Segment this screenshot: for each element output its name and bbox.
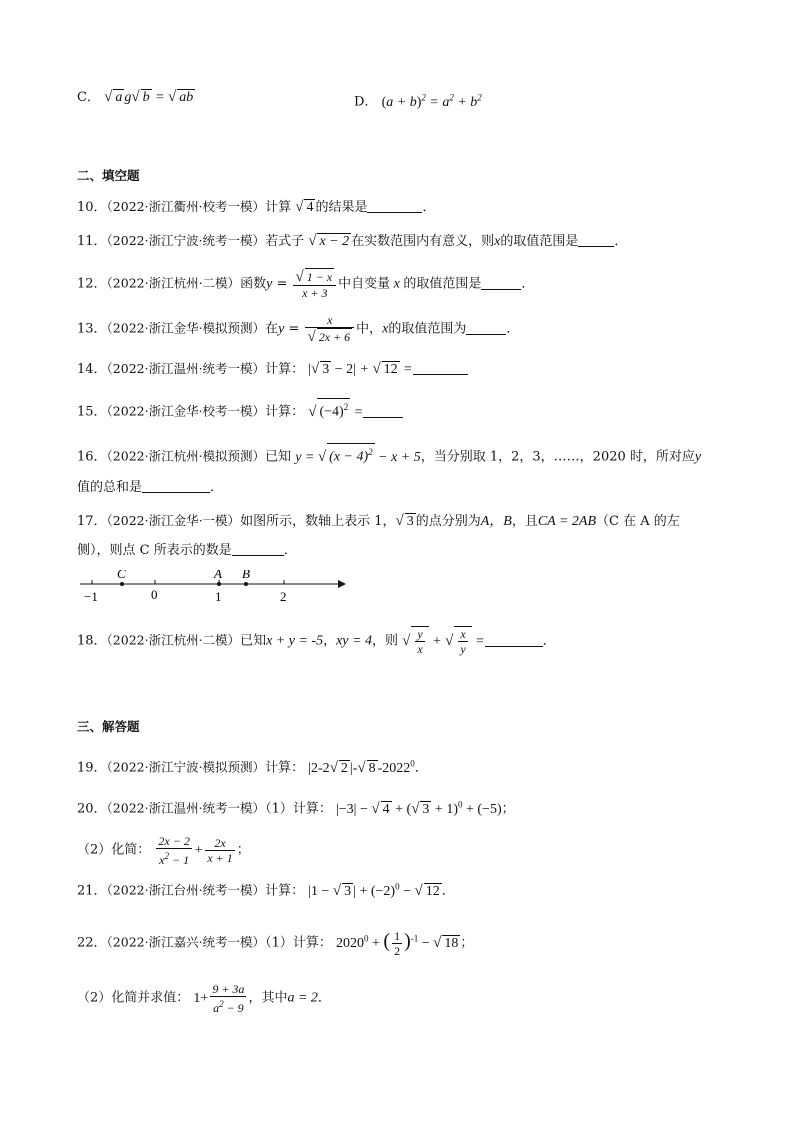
- label-b: B: [242, 570, 250, 581]
- fraction: $\frac{x}{√ 2x + 6}$: [305, 313, 354, 345]
- tick-label: 2: [280, 589, 287, 604]
- point-c: [120, 582, 124, 586]
- question-12: 12．（2022·浙江杭州·二模）函数y = $\frac{√ 1 - x}{x + 3}$ 中自变量 x 的取值范围是 ．: [77, 269, 535, 300]
- option-c: C． √ a g√ b = √ ab: [77, 89, 194, 105]
- tick-label: 1: [215, 589, 222, 604]
- question-19: 19．（2022·浙江宁波·模拟预测）计算： |2-2√ 2 |-√ 8 -2022$^0$．: [77, 758, 428, 776]
- answer-blank[interactable]: [142, 478, 210, 493]
- question-10: 10．（2022·浙江衢州·校考一模）计算 √ 4 的结果是 ．: [77, 199, 436, 215]
- tick-label: 0: [151, 587, 158, 602]
- question-11: 11．（2022·浙江宁波·统考一模）若式子 √ x − 2 在实数范围内有意义，则x的取值范围是 ．: [77, 233, 628, 249]
- question-14: 14．（2022·浙江温州·统考一模）计算： |√ 3 − 2| + √ 12 =: [77, 359, 468, 380]
- question-17: 17．（2022·浙江金华·一模）如图所示，数轴上表示 1，√ 3 的点分别为A，B，且CA = 2AB（C 在 A 的左: [77, 513, 680, 529]
- number-line: [80, 570, 350, 610]
- question-20: 20．（2022·浙江温州·统考一模）（1）计算： |−3| − √ 4 + (√ 3 + 1)$^0$ + (−5)；: [77, 799, 515, 817]
- answer-blank[interactable]: [485, 632, 543, 647]
- option-d-formula: $(a + b)^2 = a^2 + b^2$: [381, 92, 482, 110]
- question-13: 13．（2022·浙江金华·模拟预测）在y = $\frac{x}{√ 2x + 6}$ 中，x的取值范围为 ．: [77, 313, 520, 345]
- point-a: [217, 582, 221, 586]
- answer-blank[interactable]: [413, 360, 468, 375]
- question-17-line2: 侧），则点 C 所表示的数是 ．: [77, 543, 297, 558]
- question-20-part2: （2）化简： $\frac{2x - 2}{x^2 - 1}$ + $\frac{2x}{x + 1}$ ；: [77, 834, 250, 867]
- point-b: [244, 582, 248, 586]
- section-fill-in-title: 二、填空题: [77, 168, 140, 183]
- answer-blank[interactable]: [367, 198, 422, 213]
- tick-label: −1: [84, 589, 98, 604]
- question-15: 15．（2022·浙江金华·校考一模）计算： √ $(-4)^2$ =: [77, 398, 403, 423]
- answer-blank[interactable]: [363, 403, 403, 418]
- option-d: D． $(a + b)^2 = a^2 + b^2$: [354, 92, 482, 110]
- question-18: 18．（2022·浙江杭州·二模）已知x + y = -5，xy = 4，则 √ $\frac{y}{x}$ + √ $\frac{x}{y}$ = ．: [77, 627, 556, 656]
- arrow-icon: [338, 580, 346, 588]
- question-22-part2: （2）化简并求值： 1+ $\frac{9 + 3a}{a^2 - 9}$ ，其中a = 2．: [77, 982, 331, 1015]
- question-16: 16．（2022·浙江杭州·模拟预测）已知 y = √ $(x - 4)^2 - x + 5$，当分别取 1，2，3，……，2020 时，所对应y: [77, 443, 701, 468]
- label-a: A: [214, 570, 222, 581]
- answer-blank[interactable]: [578, 232, 614, 247]
- answer-blank[interactable]: [481, 275, 521, 290]
- fraction: $\frac{√ 1 - x}{x + 3}$: [293, 268, 336, 300]
- question-21: 21．（2022·浙江台州·统考一模）计算： |1 − √ 3 | + $(-2)^0$ − √ 12 ．: [77, 881, 455, 899]
- answer-blank[interactable]: [466, 320, 506, 335]
- option-c-formula: √ a g√ b = √ ab: [104, 89, 194, 105]
- label-c: C: [117, 570, 126, 581]
- section-answer-title: 三、解答题: [77, 719, 140, 734]
- question-16-line2: 值的总和是 ．: [77, 480, 224, 495]
- answer-blank[interactable]: [232, 541, 284, 556]
- question-22: 22．（2022·浙江嘉兴·统考一模）（1）计算： $2020^0$ + ( $\frac{1}{2}$ )$^{-1}$ − √ 18 ；: [77, 928, 474, 958]
